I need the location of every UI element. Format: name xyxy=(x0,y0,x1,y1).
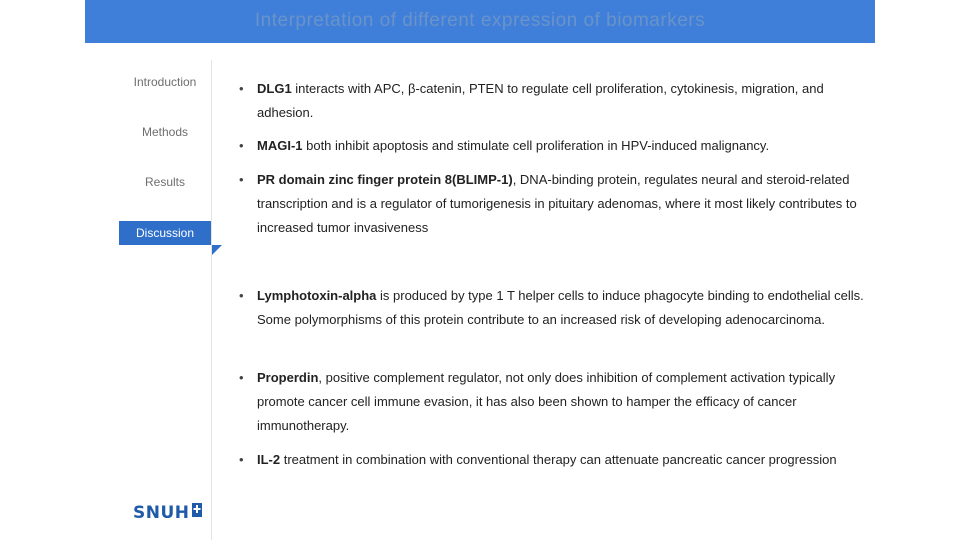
bullet-text: , DNA-binding protein, regulates neural and steroid-related transcription and is a regulator of tumorigenesis in pituitary adenomas, where it most likely contributes to increased tumor invasiveness xyxy=(257,172,857,235)
vertical-divider xyxy=(211,60,212,540)
list-item xyxy=(239,168,879,240)
list-item xyxy=(239,448,879,472)
bullet-text: both inhibit apoptosis and stimulate cell proliferation in HPV-induced malignancy. xyxy=(302,138,770,153)
bullet-term: MAGI-1 xyxy=(257,138,303,153)
list-item xyxy=(239,366,879,438)
bullet-text: treatment in combination with conventional therapy can attenuate pancreatic cancer progression xyxy=(280,452,837,467)
page-title: Interpretation of different expression of biomarkers xyxy=(254,10,706,31)
snuh-logo xyxy=(133,503,202,523)
list-item xyxy=(239,284,879,332)
bullet-term: DLG1 xyxy=(257,81,292,96)
bullet-icon: • xyxy=(239,370,244,385)
bullet-term: IL-2 xyxy=(257,452,281,467)
bullet-icon: • xyxy=(239,288,244,303)
bullet-icon: • xyxy=(239,81,244,96)
nav-item-results[interactable]: Results xyxy=(144,175,185,189)
title-bar xyxy=(85,0,875,43)
bullet-term: Lymphotoxin-alpha xyxy=(257,288,377,303)
bullet-icon: • xyxy=(239,172,244,187)
list-item xyxy=(239,134,879,158)
nav-item-methods[interactable]: Methods xyxy=(141,125,189,139)
bullet-text: is produced by type 1 T helper cells to induce phagocyte binding to endothelial cells. Some polymorphisms of this protein contribute to an increased risk of developing adenocarcinoma. xyxy=(257,288,864,327)
bullet-term: Properdin xyxy=(257,370,319,385)
nav-item-introduction[interactable]: Introduction xyxy=(133,75,197,89)
bullet-icon: • xyxy=(239,138,244,153)
bullet-icon: • xyxy=(239,452,244,467)
nav-item-discussion[interactable]: Discussion xyxy=(119,221,211,245)
bullet-text: , positive complement regulator, not only does inhibition of complement activation typically promote cancer cell immune evasion, it has also been shown to hamper the efficacy of cancer immunotherapy. xyxy=(257,370,836,433)
bullet-term: PR domain zinc finger protein 8(BLIMP-1) xyxy=(257,172,513,187)
logo-cross-icon xyxy=(192,503,202,517)
bullet-text: interacts with APC, β-catenin, PTEN to regulate cell proliferation, cytokinesis, migration, and adhesion. xyxy=(257,81,824,120)
list-item xyxy=(239,77,879,125)
logo-text: SNUH xyxy=(133,503,190,523)
